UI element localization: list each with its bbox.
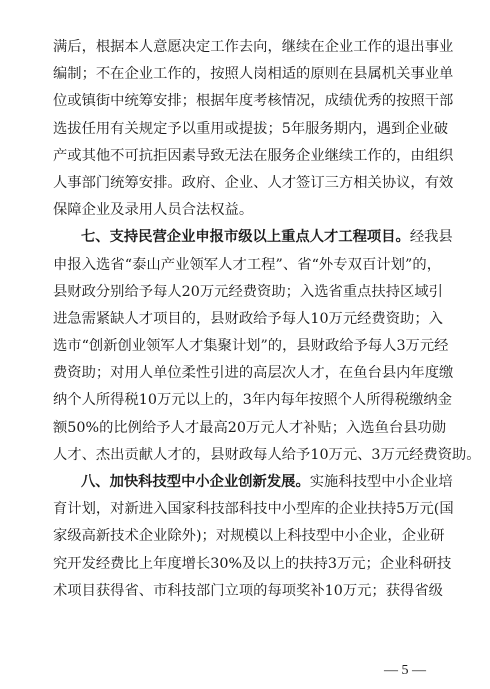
- text-line: 纳个人所得税10万元以上的，3年内每年按照个人所得税缴纳金: [53, 392, 453, 409]
- section-8-first-line: [53, 469, 453, 496]
- text-line: 究开发经费比上年度增长30%及以上的扶持3万元；企业科研技: [53, 555, 452, 572]
- text-line: 产或其他不可抗拒因素导致无法在服务企业继续工作的，由组织: [53, 147, 454, 164]
- text-line: 人事部门统筹安排。政府、企业、人才签订三方相关协议，有效: [53, 174, 454, 191]
- text-line: 县财政分别给予每人20万元经费资助；入选省重点扶持区域引: [53, 283, 443, 300]
- text-line: 选市“创新创业领军人才集聚计划”的，县财政给予每人3万元经: [53, 338, 449, 355]
- text-line: 保障企业及录用人员合法权益。: [53, 202, 254, 219]
- text-line: 费资助；对用人单位柔性引进的高层次人才，在鱼台县内年度缴: [53, 365, 454, 382]
- text-line: 位或镇街中统筹安排；根据年度考核情况，成绩优秀的按照干部: [53, 93, 454, 110]
- text-line: 术项目获得省、市科技部门立项的每项奖补10万元；获得省级: [53, 582, 443, 599]
- text-line: 家级高新技术企业除外)；对规模以上科技型中小企业，企业研: [53, 528, 445, 545]
- text-line: 额50%的比例给予人才最高20万元人才补贴；入选鱼台县功勋: [53, 419, 447, 436]
- text-line: 满后，根据本人意愿决定工作去向，继续在企业工作的退出事业: [53, 39, 454, 55]
- body-text: [53, 34, 481, 605]
- text-fragment: 实施科技型中小企业培: [309, 474, 453, 490]
- section-7-heading: 七、支持民营企业申报市级以上重点人才工程项目。: [81, 229, 410, 246]
- text-line: 人才、杰出贡献人才的，县财政每人给予10万元、3万元经费资助。: [53, 446, 481, 463]
- text-line: 育计划，对新进入国家科技部科技中小型库的企业扶持5万元(国: [53, 501, 454, 518]
- text-line: 申报入选省“泰山产业领军人才工程”、省“外专双百计划”的，: [53, 256, 441, 273]
- page-number: — 5 —: [384, 663, 426, 678]
- text-line: 进急需紧缺人才项目的，县财政给予每人10万元经费资助；入: [53, 310, 443, 327]
- section-8-heading: 八、加快科技型中小企业创新发展。: [81, 474, 310, 490]
- text-fragment: 经我县: [409, 229, 453, 246]
- section-7-first-line: [53, 224, 453, 251]
- text-line: 选拔任用有关规定予以重用或提拔；5年服务期内，遇到企业破: [53, 120, 449, 137]
- text-line: 编制；不在企业工作的，按照人岗相适的原则在县属机关事业单: [53, 66, 454, 83]
